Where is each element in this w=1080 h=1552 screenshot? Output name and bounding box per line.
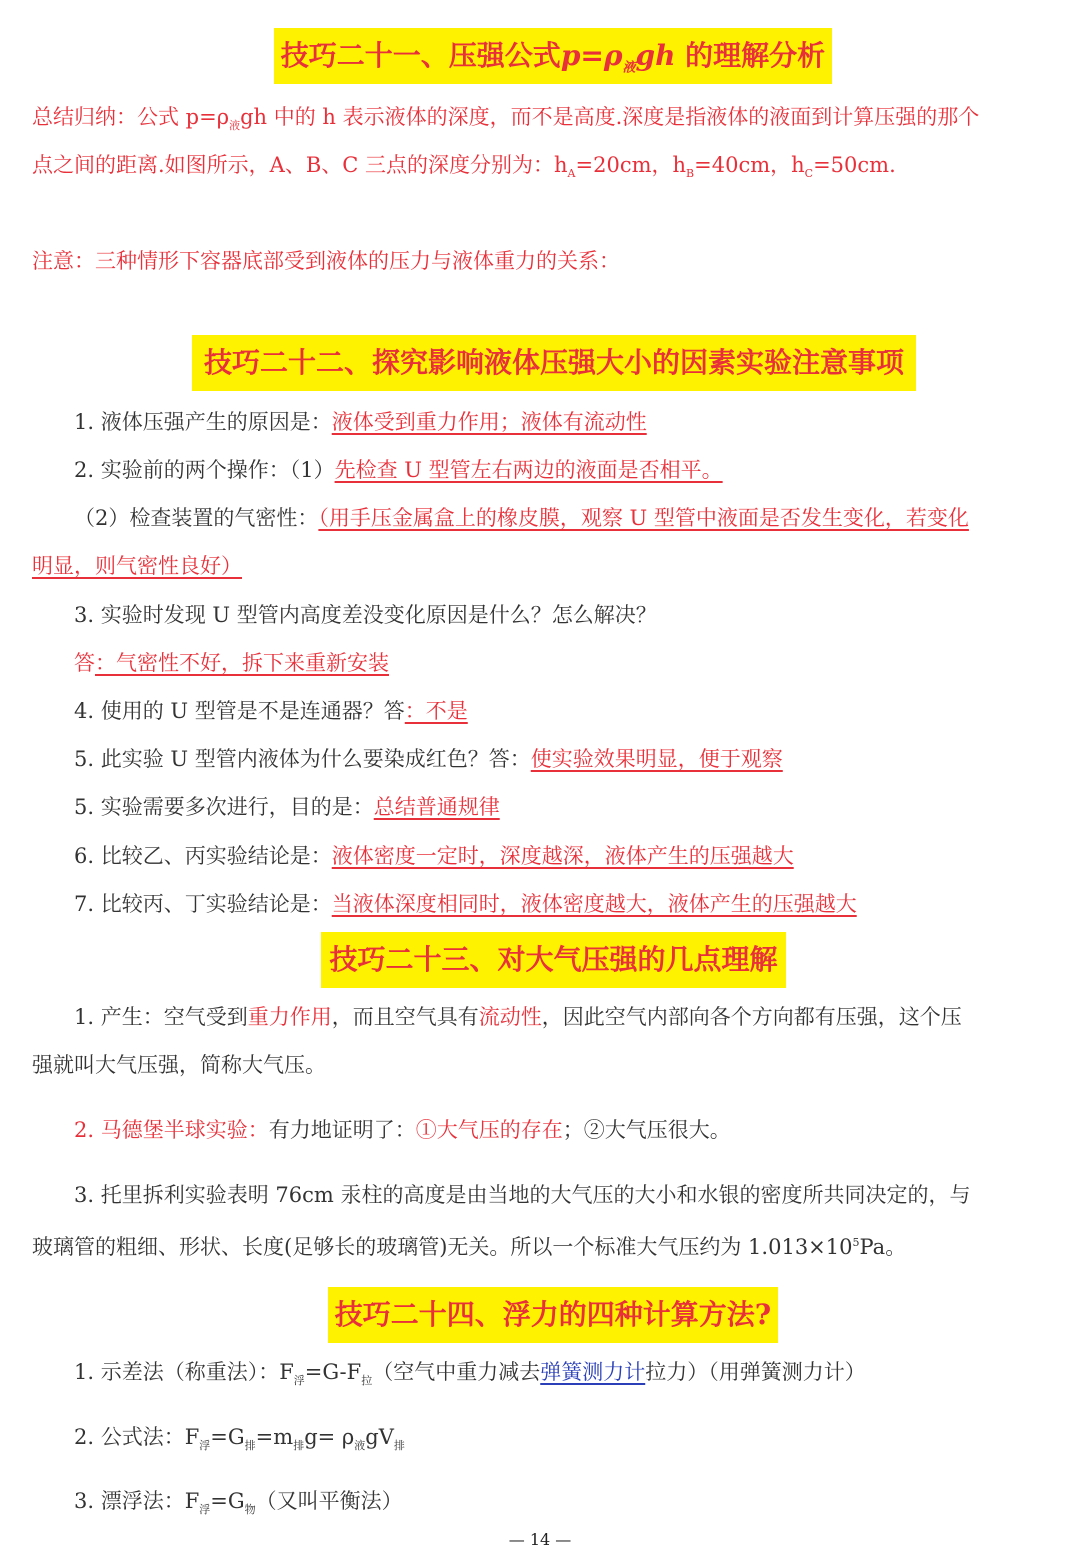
item-22-1: 1. 液体压强产生的原因是：液体受到重力作用；液体有流动性 [74, 410, 647, 434]
item-22-2b: （2）检查装置的气密性：（用手压金属盒上的橡皮膜，观察 U 型管中液面是否发生变化，若变化 [74, 506, 969, 530]
item-23-3b: 玻璃管的粗细、形状、长度(足够长的玻璃管)无关。所以一个标准大气压约为 $1.013\times 10^5Pa$。 [32, 1235, 907, 1259]
item-23-2: 2. 马德堡半球实验：有力地证明了：①大气压的存在；②大气压很大。 [74, 1118, 731, 1142]
method-3: 3. 漂浮法：$F_浮=G_物$（又叫平衡法） [74, 1489, 403, 1517]
method-1: 1. 示差法（称重法）：$F_浮=G-F_拉$（空气中重力减去弹簧测力计拉力）（用弹簧测力计） [74, 1360, 866, 1388]
item-22-8: 7. 比较丙、丁实验结论是：当液体深度相同时，液体密度越大，液体产生的压强越大 [74, 892, 857, 916]
item-22-2: 2. 实验前的两个操作：（1）先检查 U 型管左右两边的液面是否相平。 [74, 458, 723, 482]
summary-line-1: 总结归纳：公式 $p=\rho_液gh$ 中的 h 表示液体的深度，而不是高度.深度是指液体的液面到计算压强的那个 [32, 105, 980, 133]
answer-3: ：气密性不好，拆下来重新安装 [95, 651, 389, 675]
answer-7: 液体密度一定时，深度越深，液体产生的压强越大 [331, 844, 794, 868]
note-line: 注意：三种情形下容器底部受到液体的压力与液体重力的关系： [32, 249, 620, 273]
spring-scale-link[interactable]: 弹簧测力计 [540, 1360, 646, 1384]
summary-line-2: 点之间的距离.如图所示，A、B、C 三点的深度分别为：$h_A=20cm$，$h_B=40cm$，$h_C=50cm$. [32, 153, 896, 181]
formula-sub: 液 [622, 60, 636, 76]
item-23-1: 1. 产生：空气受到重力作用，而且空气具有流动性，因此空气内部向各个方向都有压强，这个压 [74, 1005, 962, 1029]
heading-21 [274, 28, 832, 84]
heading-23: 技巧二十三、对大气压强的几点理解 [321, 932, 786, 988]
answer-8: 当液体深度相同时，液体密度越大，液体产生的压强越大 [331, 892, 857, 916]
item-22-2c [32, 551, 1080, 581]
item-22-7: 6. 比较乙、丙实验结论是：液体密度一定时，深度越深，液体产生的压强越大 [74, 844, 794, 868]
answer-6: 总结普通规律 [373, 795, 500, 819]
heading-21-tail: 的理解分析 [675, 39, 826, 72]
item-22-3: 3. 实验时发现 U 型管内高度差没变化原因是什么？怎么解决？ [74, 603, 657, 627]
method-2: 2. 公式法：$F_浮=G_排=m_排g= \rho_液gV_排$ [74, 1425, 405, 1453]
heading-22: 技巧二十二、探究影响液体压强大小的因素实验注意事项 [192, 335, 916, 391]
item-22-5: 5. 此实验 U 型管内液体为什么要染成红色？答：使实验效果明显，便于观察 [74, 747, 783, 771]
formula-gh: gh [635, 39, 676, 72]
answer-2b: （用手压金属盒上的橡皮膜，观察 U 型管中液面是否发生变化，若变化 [318, 506, 969, 530]
item-22-4: 4. 使用的 U 型管是不是连通器？答：不是 [74, 699, 468, 723]
heading-21-text: 技巧二十一、压强公式 [280, 39, 561, 72]
page-number: — 14 — [508, 1530, 572, 1549]
answer-1: 液体受到重力作用；液体有流动性 [331, 410, 647, 434]
item-23-3: 3. 托里拆利实验表明 76cm 汞柱的高度是由当地的大气压的大小和水银的密度所共同决定的，与 [74, 1183, 971, 1207]
item-22-6: 5. 实验需要多次进行，目的是：总结普通规律 [74, 795, 500, 819]
answer-5: 使实验效果明显，便于观察 [530, 747, 783, 771]
answer-4: ：不是 [404, 699, 468, 723]
answer-2: 先检查 U 型管左右两边的液面是否相平。 [334, 458, 723, 482]
item-22-3-answer: 答：气密性不好，拆下来重新安装 [74, 651, 389, 675]
item-23-1b: 强就叫大气压强，简称大气压。 [32, 1053, 326, 1077]
formula-p: p=ρ [560, 39, 623, 72]
heading-24: 技巧二十四、浮力的四种计算方法? [328, 1287, 778, 1343]
answer-2c: 明显，则气密性良好） [32, 554, 242, 578]
